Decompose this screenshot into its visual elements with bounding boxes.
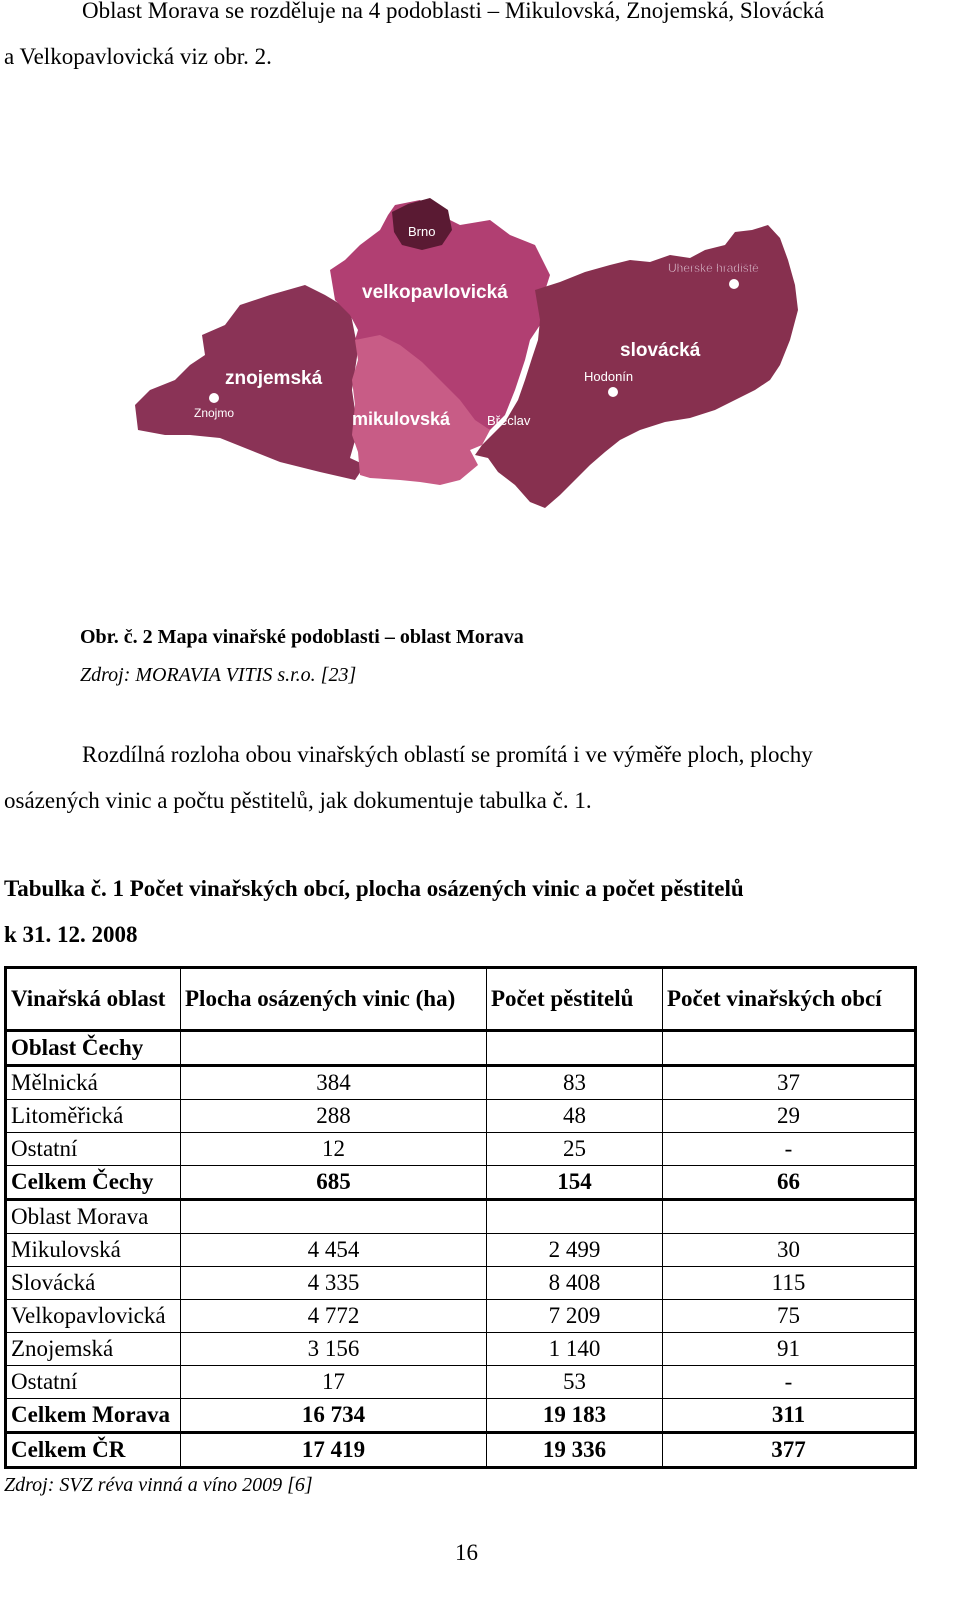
label-uherske-hradiste: Uherské hradiště xyxy=(668,261,759,275)
row-label-cell: Mělnická xyxy=(6,1066,181,1100)
row-value-cell: 4 335 xyxy=(181,1267,487,1300)
row-value-cell: 311 xyxy=(663,1399,916,1433)
row-value-cell xyxy=(181,1200,487,1234)
row-value-cell: 30 xyxy=(663,1234,916,1267)
row-value-cell: 83 xyxy=(487,1066,663,1100)
label-slovacka: slovácká xyxy=(620,340,701,361)
row-value-cell: 3 156 xyxy=(181,1333,487,1366)
row-label-cell: Slovácká xyxy=(6,1267,181,1300)
table-row xyxy=(6,1100,916,1133)
table-row xyxy=(6,1200,916,1234)
row-value-cell xyxy=(487,1031,663,1066)
table-row xyxy=(6,1234,916,1267)
figure-source: Zdroj: MORAVIA VITIS s.r.o. [23] xyxy=(80,664,357,686)
row-value-cell: 25 xyxy=(487,1133,663,1166)
row-value-cell: 384 xyxy=(181,1066,487,1100)
label-hodonin: Hodonín xyxy=(584,369,634,384)
figure-title: Obr. č. 2 Mapa vinařské podoblasti – oblast Morava xyxy=(80,626,524,648)
intro-paragraph xyxy=(4,0,944,80)
row-value-cell: - xyxy=(663,1133,916,1166)
row-label-cell: Velkopavlovická xyxy=(6,1300,181,1333)
table-header-row xyxy=(6,968,916,1031)
znojmo-dot xyxy=(209,393,219,403)
row-value-cell: 16 734 xyxy=(181,1399,487,1433)
row-label-cell: Ostatní xyxy=(6,1133,181,1166)
body-paragraph xyxy=(4,732,944,824)
row-label-cell: Znojemská xyxy=(6,1333,181,1366)
label-znojemska: znojemská xyxy=(225,368,323,389)
row-value-cell: 8 408 xyxy=(487,1267,663,1300)
row-value-cell: 4 772 xyxy=(181,1300,487,1333)
row-label-cell: Mikulovská xyxy=(6,1234,181,1267)
header-obce: Počet vinařských obcí xyxy=(663,968,916,1031)
body-line-2: osázených vinic a počtu pěstitelů, jak dokumentuje tabulka č. 1. xyxy=(4,788,592,813)
row-label-cell: Oblast Morava xyxy=(6,1200,181,1234)
row-label-cell: Litoměřická xyxy=(6,1100,181,1133)
uherske-hradiste-dot xyxy=(729,279,739,289)
row-value-cell: 154 xyxy=(487,1166,663,1200)
table-row xyxy=(6,1366,916,1399)
row-value-cell: 1 140 xyxy=(487,1333,663,1366)
row-value-cell: 66 xyxy=(663,1166,916,1200)
table-caption xyxy=(4,866,944,958)
intro-line-1: Oblast Morava se rozděluje na 4 podoblasti – Mikulovská, Znojemská, Slovácká xyxy=(82,0,825,23)
label-mikulovska: mikulovská xyxy=(352,409,451,429)
row-value-cell: 115 xyxy=(663,1267,916,1300)
row-label-cell: Celkem ČR xyxy=(6,1433,181,1468)
row-value-cell: 685 xyxy=(181,1166,487,1200)
table-caption-line-2: k 31. 12. 2008 xyxy=(4,922,138,947)
row-value-cell: 288 xyxy=(181,1100,487,1133)
row-value-cell: 91 xyxy=(663,1333,916,1366)
hodonin-dot xyxy=(608,387,618,397)
table-row xyxy=(6,1267,916,1300)
row-value-cell xyxy=(663,1200,916,1234)
row-value-cell: 377 xyxy=(663,1433,916,1468)
label-znojmo: Znojmo xyxy=(194,406,235,420)
table-row xyxy=(6,1333,916,1366)
row-value-cell xyxy=(663,1031,916,1066)
morava-region-map xyxy=(130,190,820,520)
row-value-cell: 17 419 xyxy=(181,1433,487,1468)
row-value-cell: 7 209 xyxy=(487,1300,663,1333)
row-value-cell: 12 xyxy=(181,1133,487,1166)
table-row xyxy=(6,1133,916,1166)
row-value-cell: 2 499 xyxy=(487,1234,663,1267)
header-pestitele: Počet pěstitelů xyxy=(487,968,663,1031)
label-breclav: Břeclav xyxy=(487,413,531,428)
row-label-cell: Celkem Morava xyxy=(6,1399,181,1433)
header-oblast: Vinařská oblast xyxy=(6,968,181,1031)
table-row xyxy=(6,1300,916,1333)
body-line-1: Rozdílná rozloha obou vinařských oblastí se promítá i ve výměře ploch, plochy xyxy=(82,742,813,767)
row-label-cell: Celkem Čechy xyxy=(6,1166,181,1200)
figure-caption xyxy=(80,618,524,694)
table-row xyxy=(6,1066,916,1100)
row-value-cell: 29 xyxy=(663,1100,916,1133)
row-value-cell: 75 xyxy=(663,1300,916,1333)
table-row xyxy=(6,1399,916,1433)
row-value-cell: 17 xyxy=(181,1366,487,1399)
table-source: Zdroj: SVZ réva vinná a víno 2009 [6] xyxy=(4,1474,313,1496)
table-row xyxy=(6,1166,916,1200)
intro-line-2: a Velkopavlovická viz obr. 2. xyxy=(4,44,272,69)
row-value-cell: 4 454 xyxy=(181,1234,487,1267)
table-row xyxy=(6,1433,916,1468)
label-brno: Brno xyxy=(408,224,436,239)
row-value-cell xyxy=(487,1200,663,1234)
row-label-cell: Ostatní xyxy=(6,1366,181,1399)
table-row xyxy=(6,1031,916,1066)
row-value-cell xyxy=(181,1031,487,1066)
header-plocha: Plocha osázených vinic (ha) xyxy=(181,968,487,1031)
row-label-cell: Oblast Čechy xyxy=(6,1031,181,1066)
page-number: 16 xyxy=(455,1540,478,1565)
row-value-cell: 53 xyxy=(487,1366,663,1399)
row-value-cell: 19 183 xyxy=(487,1399,663,1433)
row-value-cell: - xyxy=(663,1366,916,1399)
vineyard-table xyxy=(4,966,917,1469)
row-value-cell: 48 xyxy=(487,1100,663,1133)
row-value-cell: 19 336 xyxy=(487,1433,663,1468)
label-velkopavlovicka: velkopavlovická xyxy=(362,282,508,303)
row-value-cell: 37 xyxy=(663,1066,916,1100)
table-caption-line-1: Tabulka č. 1 Počet vinařských obcí, plocha osázených vinic a počet pěstitelů xyxy=(4,876,744,901)
